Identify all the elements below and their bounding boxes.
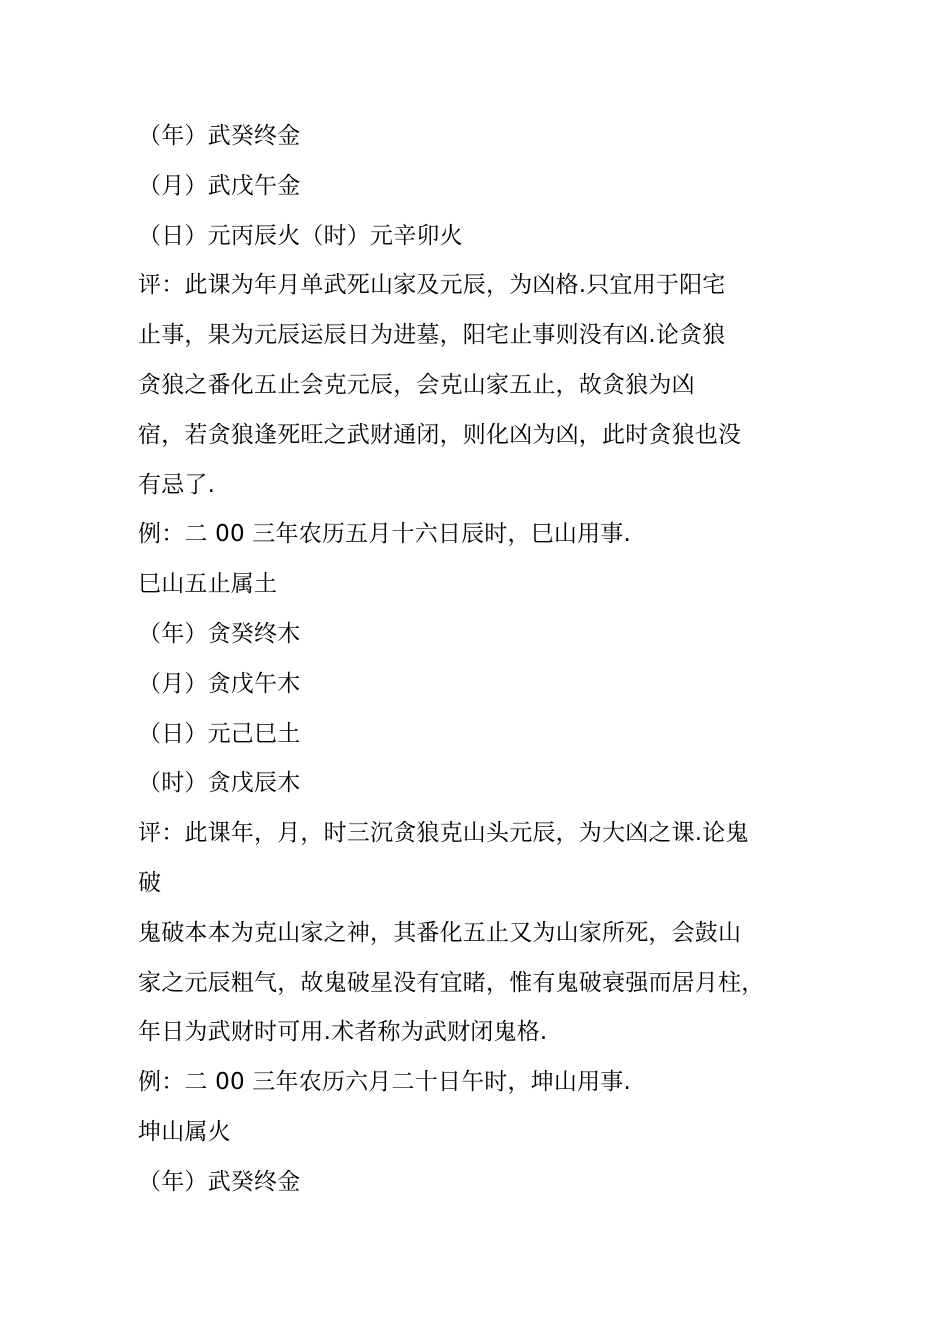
- text-line: 例：二 00 三年农历六月二十日午时，坤山用事.: [138, 1069, 631, 1096]
- text-line: 评：此课年，月，时三沉贪狼克山头元辰，为大凶之课.论鬼: [138, 820, 749, 847]
- text-line: （月）贪戊午木: [138, 670, 301, 697]
- text-line: （时）贪戊辰木: [138, 770, 301, 797]
- text-line: （年）武癸终金: [138, 123, 301, 149]
- text-line: （年）贪癸终木: [138, 620, 301, 647]
- text-line: （日）元己巳土: [138, 720, 301, 747]
- text-line: 坤山属火: [138, 1118, 231, 1145]
- text-line: （月）武戊午金: [138, 172, 301, 199]
- text-line: 例：二 00 三年农历五月十六日辰时，巳山用事.: [138, 521, 631, 548]
- text-line: 家之元辰粗气，故鬼破星没有宜睹，惟有鬼破衰强而居月柱，: [138, 969, 765, 996]
- text-line: 有忌了.: [138, 471, 216, 498]
- text-line: （日）元丙辰火（时）元辛卯火: [138, 222, 463, 249]
- text-line: 宿，若贪狼逢死旺之武财通闭，则化凶为凶，此时贪狼也没: [138, 421, 742, 448]
- text-line: 年日为武财时可用.术者称为武财闭鬼格.: [138, 1019, 548, 1046]
- document-page: [138, 112, 818, 1208]
- text-line: 巳山五止属土: [138, 571, 278, 598]
- text-line: 止事，果为元辰运辰日为进墓，阳宅止事则没有凶.论贪狼: [138, 322, 726, 349]
- text-line: （年）武癸终金: [138, 1168, 301, 1195]
- text-line: 破: [138, 869, 162, 896]
- text-line: 评：此课为年月单武死山家及元辰，为凶格.只宜用于阳宅: [138, 272, 726, 299]
- text-line: 鬼破本本为克山家之神，其番化五止又为山家所死，会鼓山: [138, 919, 742, 946]
- text-line: 贪狼之番化五止会克元辰，会克山家五止，故贪狼为凶: [138, 371, 695, 398]
